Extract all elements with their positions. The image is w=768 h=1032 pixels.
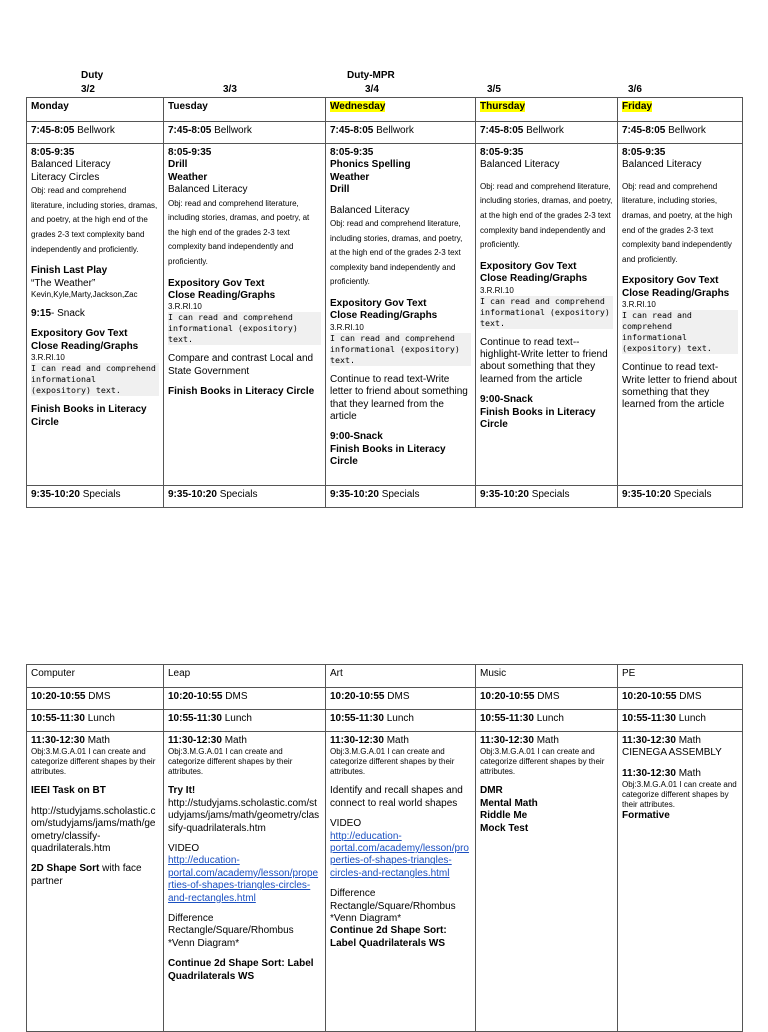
activity: DMS — [679, 691, 702, 702]
morning-cell-friday — [618, 144, 743, 486]
standard-code: 3.R.RI.10 — [480, 285, 514, 295]
special-header-pe: PE — [618, 665, 743, 688]
special-header-leap: Leap — [164, 665, 326, 688]
lunch-cell — [476, 710, 618, 732]
time: 9:35-10:20 — [480, 489, 529, 500]
activity: Bellwork — [526, 125, 564, 136]
activity: Continue to read text-Write letter to friend about something that they learned from the article — [622, 362, 737, 411]
activity: Difference Rectangle/Square/Rhombus *Venn Diagram* — [168, 913, 294, 949]
specials-row — [27, 486, 743, 508]
activity: Drill — [168, 159, 188, 171]
activity: CIENEGA ASSEMBLY — [622, 747, 722, 759]
time: 10:55-11:30 — [622, 713, 676, 724]
activity: Math — [678, 735, 701, 746]
activity: Balanced Literacy — [622, 159, 702, 171]
activity: Balanced Literacy — [31, 159, 111, 171]
standard-code: 3.R.RI.10 — [622, 300, 656, 310]
activity: Bellwork — [214, 125, 252, 136]
activity: Math — [386, 735, 409, 746]
time: 7:45-8:05 — [480, 125, 524, 136]
time: 10:55-11:30 — [480, 713, 534, 724]
activity: Compare and contrast Local and State Government — [168, 353, 314, 377]
time: 11:30-12:30 — [622, 735, 676, 746]
math-cell-art — [326, 732, 476, 1032]
activity: Lunch — [224, 713, 252, 724]
bellwork-cell — [164, 122, 326, 144]
student-names: Kevin,Kyle,Marty,Jackson,Zac — [31, 290, 138, 299]
activity: Expository Gov Text — [168, 277, 265, 289]
time: 9:15 — [31, 308, 52, 319]
activity: Try It! — [168, 785, 196, 797]
activity: Mock Test — [480, 822, 529, 834]
weekly-plan-table — [26, 97, 743, 508]
bellwork-cell — [618, 122, 743, 144]
lunch-cell — [27, 710, 164, 732]
time: 11:30-12:30 — [168, 735, 222, 746]
time: 8:05-9:35 — [168, 147, 212, 158]
date-label: 3/5 — [487, 84, 501, 95]
activity: Lunch — [87, 713, 115, 724]
time: 11:30-12:30 — [622, 767, 676, 779]
day-header-tuesday: Tuesday — [164, 98, 326, 122]
bellwork-cell — [27, 122, 164, 144]
activity: Math — [678, 767, 701, 779]
date-label: 3/6 — [628, 84, 642, 95]
activity: Lunch — [386, 713, 414, 724]
time: 10:55-11:30 — [168, 713, 222, 724]
standard-text: I can read and comprehend informational (expository) text. — [31, 363, 159, 396]
objective-text: Obj: read and comprehend literature, including stories, dramas, and poetry, at the high end of the grades 2-3 text complexity band independently and proficiently. — [168, 198, 310, 266]
activity: Mental Math — [480, 797, 538, 809]
activity: IEEI Task on BT — [31, 785, 106, 797]
morning-cell-monday — [27, 144, 164, 486]
activity: Specials — [219, 489, 258, 500]
video-link[interactable]: http://education-portal.com/academy/lesson/properties-of-shapes-triangles-circles-and-rectangles.html — [168, 855, 319, 904]
special-header-computer: Computer — [27, 665, 164, 688]
video-link[interactable]: http://education-portal.com/academy/lesson/properties-of-shapes-triangles-circles-and-rectangles.html — [330, 830, 469, 879]
activity: Literacy Circles — [31, 171, 100, 183]
math-cell-music — [476, 732, 618, 1032]
activity: Finish Books in Literacy Circle — [31, 404, 147, 428]
activity: Expository Gov Text — [31, 328, 128, 340]
activity: 9:00-Snack — [480, 394, 533, 406]
time: 10:20-10:55 — [622, 691, 677, 702]
activity: Specials — [673, 489, 712, 500]
resource-url: http://studyjams.scholastic.com/studyjams/jams/math/geometry/classify-quadrilaterals.htm — [31, 805, 156, 855]
activity: Close Reading/Graphs — [480, 273, 588, 285]
activity: Math — [87, 735, 110, 746]
video-label: VIDEO — [168, 843, 200, 855]
time: 9:35-10:20 — [622, 489, 671, 500]
dms-cell — [618, 688, 743, 710]
time: 8:05-9:35 — [480, 147, 524, 158]
time: 7:45-8:05 — [622, 125, 666, 136]
time: 11:30-12:30 — [330, 735, 384, 746]
specials-cell — [326, 486, 476, 508]
activity: Formative — [622, 810, 670, 822]
time: 9:35-10:20 — [31, 489, 80, 500]
time: 8:05-9:35 — [31, 147, 75, 158]
dms-row — [27, 688, 743, 710]
time: 7:45-8:05 — [330, 125, 374, 136]
day-label: Thursday — [480, 101, 526, 112]
bellwork-cell — [476, 122, 618, 144]
objective-text: Obj:3.M.G.A.01 I can create and categorize different shapes by their attributes. — [31, 747, 156, 777]
date-label: 3/2 — [81, 84, 95, 95]
time: 10:20-10:55 — [480, 691, 535, 702]
activity: 9:00-Snack — [330, 431, 383, 443]
specials-cell — [476, 486, 618, 508]
standard-text: I can read and comprehend informational (expository) text. — [330, 333, 471, 366]
dms-cell — [326, 688, 476, 710]
activity: Specials — [82, 489, 121, 500]
activity: Balanced Literacy — [168, 184, 248, 196]
day-header-thursday — [476, 98, 618, 122]
morning-cell-wednesday — [326, 144, 476, 486]
lunch-row — [27, 710, 743, 732]
activity: Close Reading/Graphs — [168, 290, 276, 301]
activity: Difference Rectangle/Square/Rhombus *Venn Diagram* — [330, 888, 456, 925]
objective-text: Obj:3.M.G.A.01 I can create and categorize different shapes by their attributes. — [480, 747, 605, 777]
activity: Specials — [531, 489, 570, 500]
activity: Expository Gov Text — [330, 298, 427, 309]
activity: Lunch — [536, 713, 564, 724]
time: 10:20-10:55 — [31, 691, 86, 702]
time: 9:35-10:20 — [168, 489, 217, 500]
standard-code: 3.R.RI.10 — [330, 322, 364, 332]
activity: Balanced Literacy — [480, 159, 560, 171]
activity: DMS — [387, 691, 410, 702]
activity: Bellwork — [668, 125, 706, 136]
activity: Finish Books in Literacy Circle — [480, 406, 596, 431]
time: 7:45-8:05 — [168, 125, 212, 136]
objective-text: Obj: read and comprehend literature, including stories, dramas, and poetry, at the high end of the grades 2-3 text complexity band independently and proficiently. — [622, 181, 733, 264]
dms-cell — [27, 688, 164, 710]
day-header-friday — [618, 98, 743, 122]
day-label: Friday — [622, 101, 653, 112]
activity: Phonics Spelling — [330, 159, 411, 171]
time: 10:20-10:55 — [330, 691, 385, 702]
time: 7:45-8:05 — [31, 125, 75, 136]
video-label: VIDEO — [330, 818, 362, 830]
specials-cell — [27, 486, 164, 508]
objective-text: Obj: read and comprehend literature, including stories, dramas, and poetry, at the high end of the grades 2-3 text complexity band independently and proficiently. — [31, 186, 158, 254]
activity: - Snack — [51, 308, 85, 319]
activity: Expository Gov Text — [480, 260, 577, 272]
activity: Specials — [381, 489, 420, 500]
activity: Close Reading/Graphs — [330, 310, 438, 322]
time: 11:30-12:30 — [480, 735, 534, 746]
dms-cell — [164, 688, 326, 710]
lunch-cell — [618, 710, 743, 732]
morning-cell-tuesday — [164, 144, 326, 486]
specials-header-row — [27, 665, 743, 688]
math-cell-computer — [27, 732, 164, 1032]
activity: DMS — [537, 691, 560, 702]
duty-label-monday: Duty — [81, 70, 104, 81]
activity: Finish Books in Literacy Circle — [330, 443, 446, 468]
math-cell-leap — [164, 732, 326, 1032]
activity: Balanced Literacy — [330, 204, 410, 216]
math-block-row — [27, 732, 743, 1032]
activity: Close Reading/Graphs — [31, 340, 139, 352]
specials-cell — [618, 486, 743, 508]
activity: Math — [536, 735, 559, 746]
lunch-cell — [164, 710, 326, 732]
activity: Continue 2d Shape Sort: Label Quadrilaterals WS — [330, 925, 447, 949]
time: 11:30-12:30 — [31, 735, 85, 746]
morning-cell-thursday — [476, 144, 618, 486]
activity: Finish Books in Literacy Circle — [168, 386, 315, 398]
day-label: Wednesday — [330, 101, 386, 112]
activity: Weather — [330, 171, 370, 183]
standard-text: I can read and comprehend informational (expository) text. — [480, 296, 613, 329]
specials-cell — [164, 486, 326, 508]
morning-block-row — [27, 144, 743, 486]
math-cell-pe — [618, 732, 743, 1032]
time: 10:55-11:30 — [31, 713, 85, 724]
activity: Math — [224, 735, 247, 746]
activity: DMR — [480, 785, 503, 797]
activity: Finish Last Play — [31, 265, 108, 277]
resource-url: http://studyjams.scholastic.com/studyjams/jams/math/geometry/classify-quadrilaterals.htm — [168, 797, 320, 834]
activity: 2D Shape Sort — [31, 863, 100, 875]
activity: Expository Gov Text — [622, 275, 719, 287]
time: 10:55-11:30 — [330, 713, 384, 724]
objective-text: Obj:3.M.G.A.01 I can create and categorize different shapes by their attributes. — [330, 747, 455, 777]
activity-detail: with face partner — [31, 863, 142, 887]
standard-text: I can read and comprehend informational (expository) text. — [622, 310, 738, 354]
activity: Riddle Me — [480, 810, 528, 822]
time: 10:20-10:55 — [168, 691, 223, 702]
activity: Bellwork — [376, 125, 414, 136]
special-header-music: Music — [476, 665, 618, 688]
activity: Identify and recall shapes and connect to real world shapes — [330, 785, 463, 809]
duty-label-wednesday: Duty-MPR — [347, 70, 395, 81]
afternoon-plan-table — [26, 664, 743, 1032]
objective-text: Obj:3.M.G.A.01 I can create and categorize different shapes by their attributes. — [168, 747, 293, 777]
time: 9:35-10:20 — [330, 489, 379, 500]
activity: “The Weather” — [31, 277, 96, 289]
activity: DMS — [225, 691, 248, 702]
objective-text: Obj: read and comprehend literature, including stories, dramas, and poetry, at the high end of the grades 2-3 text complexity band independently and proficiently. — [330, 219, 463, 287]
date-label: 3/4 — [365, 84, 379, 95]
bellwork-cell — [326, 122, 476, 144]
standard-text: I can read and comprehend informational (expository) text. — [168, 312, 321, 345]
activity: Weather — [168, 171, 208, 183]
activity: Drill — [330, 184, 350, 196]
objective-text: Obj: read and comprehend literature, including stories, dramas, and poetry, at the high end of the grades 2-3 text complexity band independently and proficiently. — [480, 181, 613, 250]
day-header-row — [27, 98, 743, 122]
activity: Lunch — [678, 713, 706, 724]
standard-code: 3.R.RI.10 — [31, 353, 65, 363]
time: 8:05-9:35 — [330, 147, 374, 158]
activity: Bellwork — [77, 125, 115, 136]
day-header-wednesday — [326, 98, 476, 122]
lunch-cell — [326, 710, 476, 732]
activity: Continue to read text--highlight-Write letter to friend about something that they learned from the article — [480, 336, 608, 385]
standard-code: 3.R.RI.10 — [168, 302, 202, 312]
day-header-monday: Monday — [27, 98, 164, 122]
activity: Close Reading/Graphs — [622, 287, 730, 299]
activity: Continue to read text-Write letter to friend about something that they learned from the article — [330, 373, 468, 423]
activity: DMS — [88, 691, 111, 702]
dms-cell — [476, 688, 618, 710]
bellwork-row — [27, 122, 743, 144]
objective-text: Obj:3.M.G.A.01 I can create and categorize different shapes by their attributes. — [622, 780, 737, 810]
date-label: 3/3 — [223, 84, 237, 95]
activity: Continue 2d Shape Sort: Label Quadrilaterals WS — [168, 958, 314, 982]
special-header-art: Art — [326, 665, 476, 688]
time: 8:05-9:35 — [622, 147, 666, 158]
